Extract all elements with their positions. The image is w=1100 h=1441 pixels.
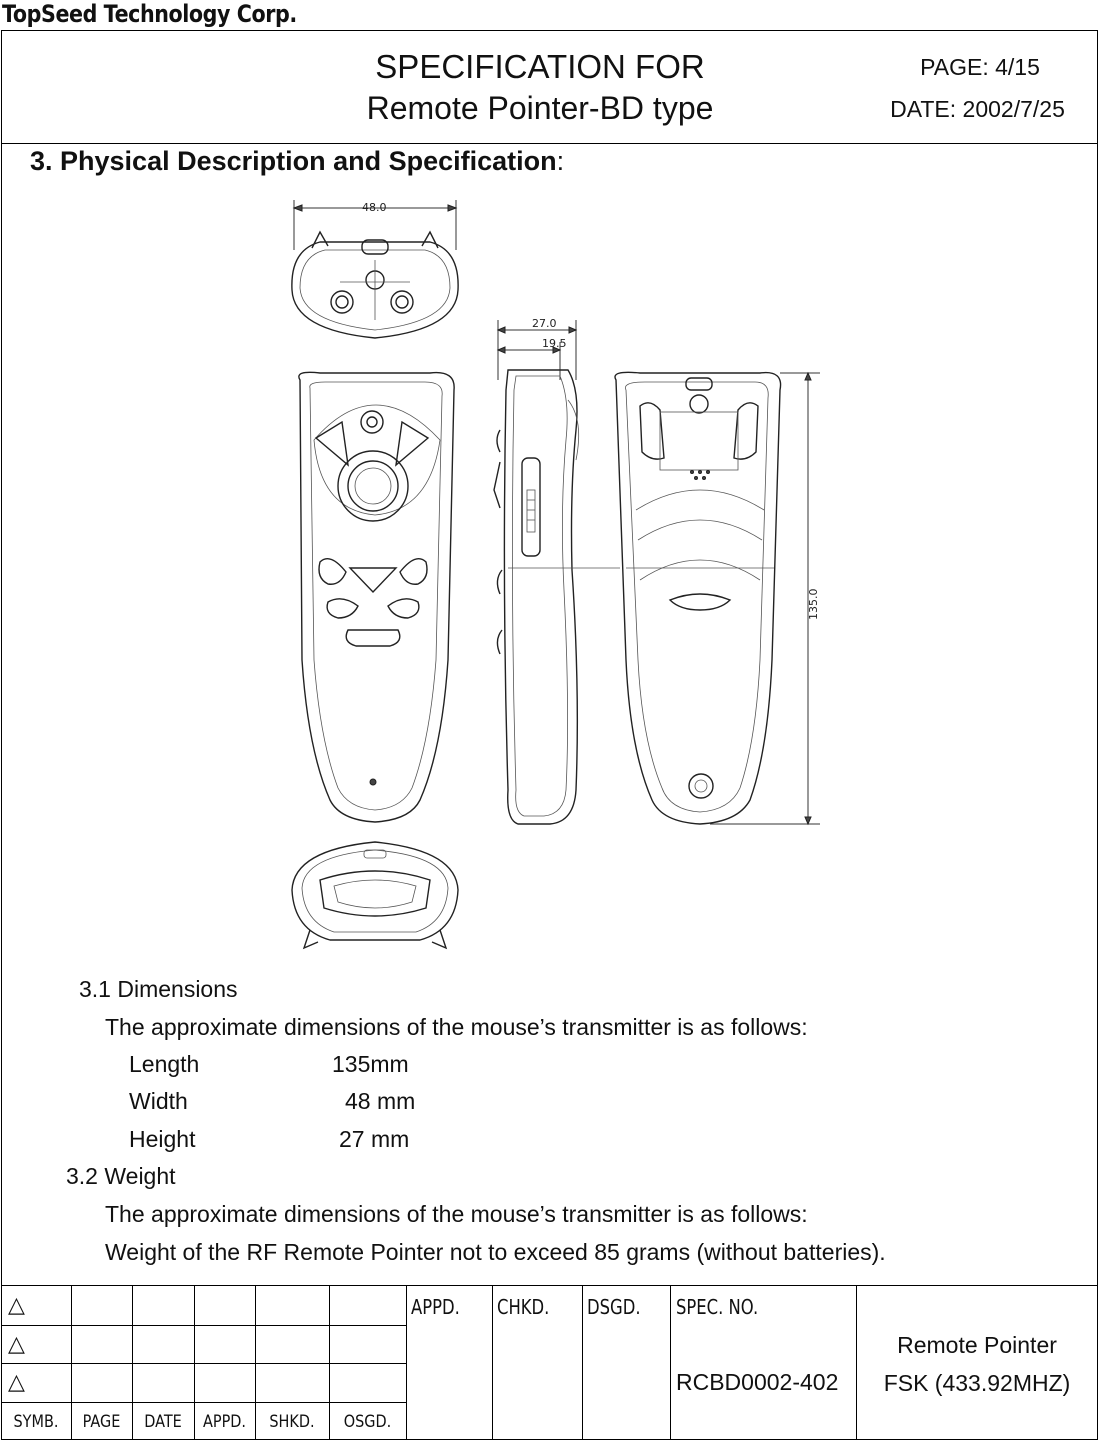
approval-dsgd-label: DSGD. [587, 1295, 641, 1319]
footer-col-line-7 [492, 1285, 493, 1440]
weight-text: Weight of the RF Remote Pointer not to exceed 85 grams (without batteries). [105, 1239, 886, 1265]
dimension-label-height: Height [129, 1126, 196, 1152]
footer-col-line-10 [856, 1285, 857, 1440]
spec-no-value: RCBD0002-402 [676, 1369, 839, 1395]
technical-drawing [280, 190, 840, 955]
spec-title-line1: SPECIFICATION FOR [375, 48, 705, 85]
rev-header-page: PAGE [82, 1412, 121, 1432]
side-view-drawing [494, 317, 620, 824]
footer-col-line-9 [670, 1285, 671, 1440]
section-title-text: 3. Physical Description and Specification [30, 146, 557, 176]
rev-header-shkd: SHKD. [269, 1412, 315, 1432]
bottom-view-drawing [292, 842, 458, 948]
revision-symbol-3: △ [8, 1369, 25, 1394]
dimension-label-length: Length [129, 1051, 200, 1077]
revision-symbol-2: △ [8, 1331, 25, 1356]
footer-col-line-2 [132, 1285, 133, 1440]
product-name-line2: FSK (433.92MHZ) [883, 1370, 1071, 1396]
front-view-drawing [299, 372, 454, 822]
rev-header-appd: APPD. [202, 1412, 247, 1432]
dimension-label-width: Width [129, 1088, 188, 1114]
footer-col-line-4 [255, 1285, 256, 1440]
footer-row-line-1 [1, 1325, 407, 1326]
dim-width-label: 48.0 [362, 201, 387, 214]
rev-header-osgd: OSGD. [343, 1412, 392, 1432]
spec-no-label: SPEC. NO. [676, 1295, 759, 1319]
dimension-value-height: 27 mm [339, 1126, 410, 1152]
footer-col-line-5 [329, 1285, 330, 1440]
dim-length-label: 135.0 [807, 588, 820, 620]
dimensions-intro: The approximate dimensions of the mouse’s transmitter is as follows: [105, 1014, 808, 1040]
footer-col-line-1 [71, 1285, 72, 1440]
top-view-drawing [292, 200, 458, 338]
approval-appd-label: APPD. [411, 1295, 460, 1319]
product-name-line1: Remote Pointer [897, 1332, 1057, 1358]
back-view-drawing [615, 372, 781, 824]
revision-symbol-1: △ [8, 1292, 25, 1317]
footer-top-border [1, 1285, 1098, 1286]
company-name: TopSeed Technology Corp. [2, 0, 297, 28]
dimension-value-width: 48 mm [345, 1088, 416, 1114]
footer-col-line-8 [582, 1285, 583, 1440]
rev-header-date: DATE [144, 1412, 182, 1432]
document-date: DATE: 2002/7/25 [890, 96, 1065, 122]
spec-title-line2: Remote Pointer-BD type [366, 90, 714, 126]
dimension-value-length: 135mm [332, 1051, 409, 1077]
section-title [30, 146, 564, 177]
dim-depth-outer-label: 27.0 [532, 317, 557, 330]
footer-row-line-3 [1, 1402, 407, 1403]
page-number: PAGE: 4/15 [920, 54, 1040, 80]
section-title-colon: : [556, 146, 565, 176]
dimensions-heading: 3.1 Dimensions [79, 976, 238, 1002]
rev-header-symb: SYMB. [13, 1412, 59, 1432]
weight-intro: The approximate dimensions of the mouse’s transmitter is as follows: [105, 1201, 808, 1227]
weight-heading: 3.2 Weight [66, 1163, 176, 1189]
footer-col-line-3 [194, 1285, 195, 1440]
dim-depth-inner-label: 19.5 [542, 337, 567, 350]
header-divider [1, 143, 1098, 144]
approval-chkd-label: CHKD. [497, 1295, 550, 1319]
footer-col-line-6 [406, 1285, 407, 1440]
footer-row-line-2 [1, 1363, 407, 1364]
